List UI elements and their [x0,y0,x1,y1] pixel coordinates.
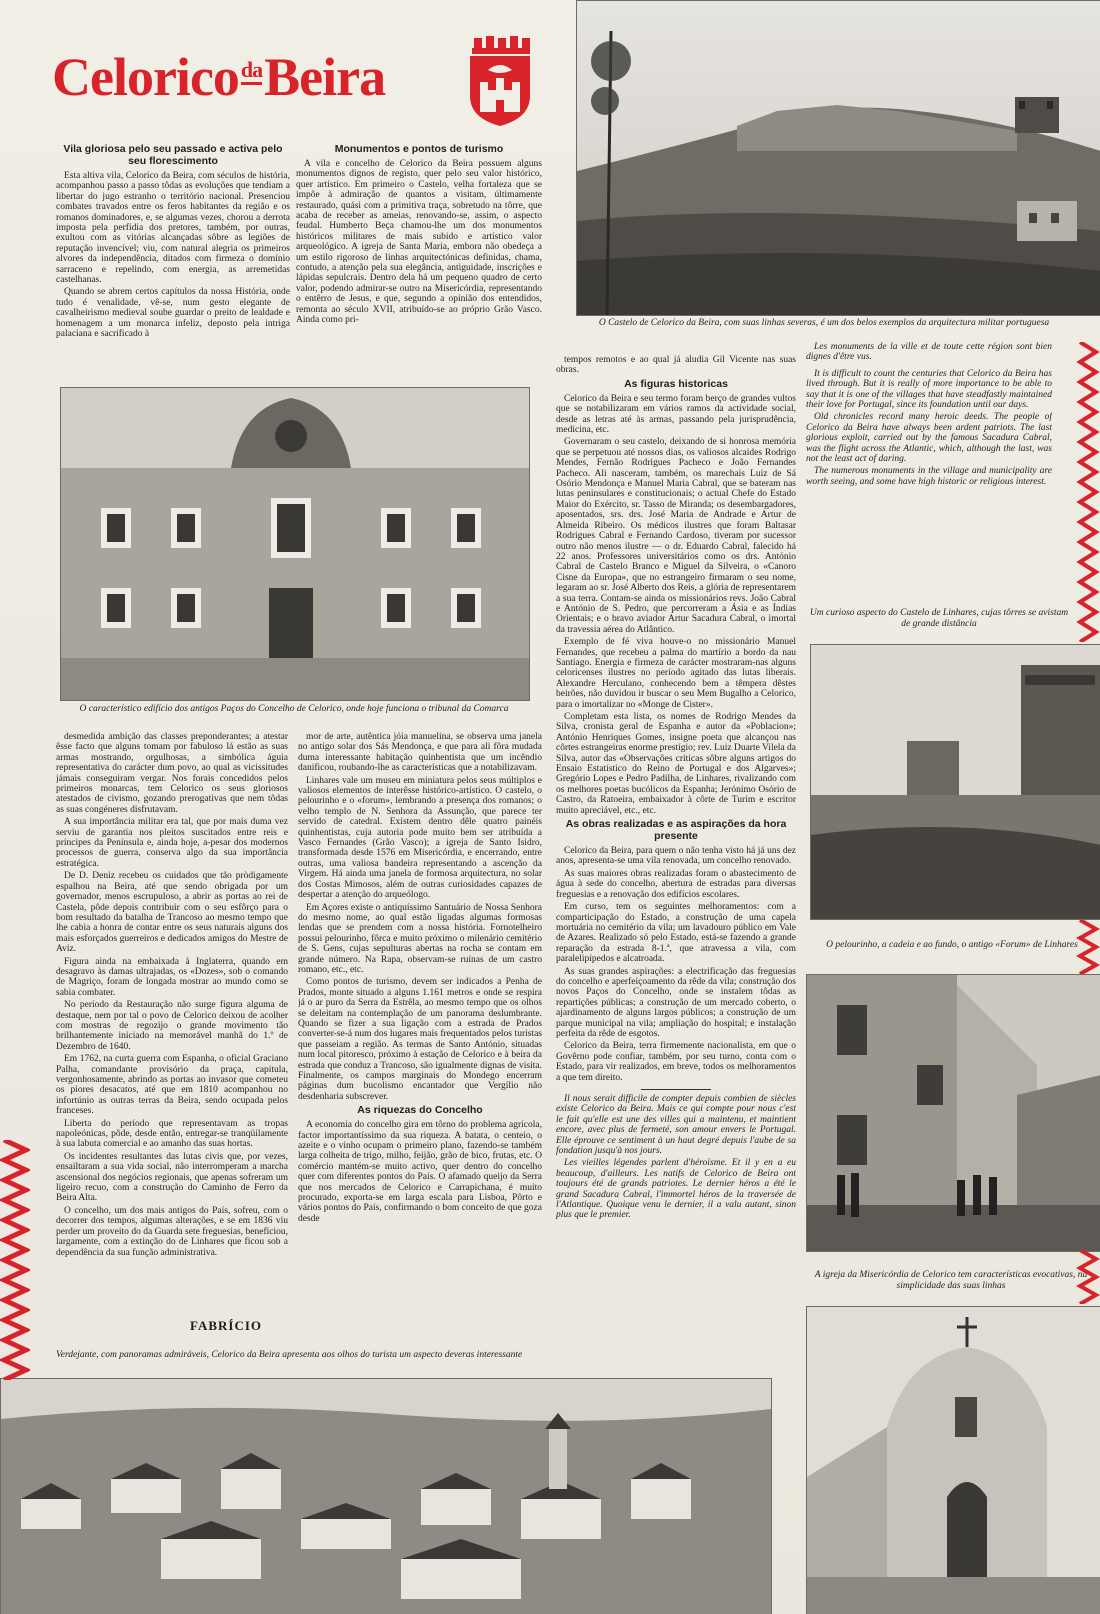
history-paragraph-7: Liberta do período que representavam as tropas napoleónicas, pôde, desde então, entregar-se tranqüilamente à sua labuta comercial e ao amanho das suas hortas. [56,1118,288,1150]
english-paragraph-3: The numerous monuments in the village and municipality are worth seeing, and some have high historic or religious interest. [806,466,1052,487]
coat-of-arms-icon [466,36,534,128]
works-heading: As obras realizadas e as aspirações da hora presente [565,818,787,843]
monuments-continued-column [298,732,542,1352]
linhares-photo [810,644,1100,920]
pacos-photo [60,387,530,701]
figures-lead: tempos remotos e ao qual já aludia Gil Vicente nas suas obras. [556,355,796,376]
works-paragraph-3: Em curso, tem os seguintes melhoramentos: com a comparticipação do Estado, a construção de uma capela mortuária no cemitério da vila; um lavadouro público em Vale de Azares. Realizado só pelo Estado, está-se fazendo a grande reparação da estrada 8-1.ª, que atravessa a vila, com paralelipípedos e alcatroada. [556,902,796,965]
monuments-paragraph-5: Como pontos de turismo, devem ser indicados a Penha de Prados, monte situado a alguns 1.161 metros e onde se respira já o ar puro da Serra da Estrêla, ao mesmo tempo que os olhos se deleitam na contemplação de um panorama deslumbrante. Quando se fizer a sua ligação com a estrada de Prados converter-se-á num dos lugares mais frequentados pelos turistas que passeiam a região. As termas de Santo António, situadas num local pitoresco, próximo à estação de Celorico e à beira da estrada que conduz a Trancoso, são igualmente dignas de visita. Finalmente, os campos marginais do Mondego encerram páginas dum bucolismo encantador que Vergílio não desdenharia subscrever. [298,977,542,1102]
history-paragraph-1: desmedida ambição das classes preponderantes; a atestar êsse facto que alguns tomam por fabuloso lá estão as suas armas mostrando, orgulhosas, a simbólica águia representativa do carácter dum povo, ao qual as vicissitudes jámais conseguiram vergar. Nos forais concedidos pelos primeiros monarcas, tem Celorico os seus gloriosos atestados de civismo, gozando prerogativas que nem tôdas as suas congéneres disfrutavam. [56,732,288,815]
french-paragraph-3: Les monuments de la ville et de toute cette région sont bien dignes d'être vus. [806,342,1052,363]
history-paragraph-8: Os incidentes resultantes das lutas civis que, por vezes, ensailtaram a sua vida social, não interromperam a marcha ascensional dos negócios regionais, que apenas sofreram um ligeiro recuo, com a construção do Caminho de Ferro da Beira Alta. [56,1151,288,1204]
castle-photo [576,0,1100,316]
monuments-paragraph-4: Em Açores existe o antiquíssimo Santuário de Nossa Senhora do mesmo nome, ao qual estão ligadas algumas formosas lendas que se prendem com a nossa história. Fornotelheiro possui pelourinho, fôrca e muito próximo o milenário cemitério de S. Gens, cujas sepulturas abertas na rocha se contam em grande número. Na Rapa, observam-se ruínas de um castro romano, etc., etc. [298,902,542,975]
masthead-title [52,46,385,108]
figures-paragraph-3: Exemplo de fé viva houve-o no missionário Manuel Fernandes, que recebeu a palma do martírio a bordo da nau Santiago. Energia e firmeza de carácter mostraram-nas alguns celoricenses ilustres no período agitado das lutas liberais. Alexandre Herculano, conhecendo bem a têmpera dêstes beirões, não duvidou ir buscar o seu Mem Bugalho a Celorico, para o imortalizar no «Monge de Cister». [556,637,796,710]
linhares-caption: Um curioso aspecto do Castelo de Linhares, cujas tôrres se avistam de grande distância [809,608,1069,629]
history-paragraph-4: Figura ainda na embaixada à Inglaterra, quando em desagravo às damas ultrajadas, os «Dozes», sob o comando de Magriço, foram de longada mostrar ao mundo como se sabia combater. [56,956,288,998]
french-paragraph-2: Les vieilles légendes parlent d'héroïsme. Et il y en a eu beaucoup, d'ailleurs. Les natifs de Celorico de Beira ont toujours été de grands patriotes. Le dernier héros a été le grand Sacadura Cabral, l'immortel héros de la traversée de l'Atlantique. Quoique venu le dernier, il a valu autant, sinon plus que le premier. [556,1158,796,1221]
works-paragraph-2: As suas maiores obras realizadas foram o abastecimento de água à sede do concelho, abertura de estradas para diversas freguesias e a renovação dos edifícios escolares. [556,868,796,900]
figures-paragraph-1: Celorico da Beira e seu termo foram berço de grandes vultos que se notabilizaram em vários ramos da actividade social, desde as letras até às armas, passando pela jurisprudência, medicina, etc. [556,393,796,436]
monuments-column [296,141,542,373]
masthead [52,36,552,128]
church-photo [806,1306,1100,1614]
misericordia-caption: A igreja da Misericórdia de Celorico tem características evocativas, na simplicidade das suas linhas [814,1270,1088,1291]
misericordia-photo [806,974,1100,1252]
section-divider [641,1089,711,1090]
riches-heading: As riquezas do Concelho [357,1104,483,1117]
zigzag-ornament-middle [1076,920,1100,974]
history-paragraph-2: A sua importância militar era tal, que por mais duma vez serviu de garantia nos pleitos suscitados entre reis e príncipes da Península e, ainda hoje, a-pesar dos modernos processos de guerra, conserva algo da sua importância estratégica. [56,817,288,869]
title-end: Beira [264,47,386,107]
figures-paragraph-4: Completam esta lista, os nomes de Rodrigo Mendes da Silva, cronista geral de Espanha e autor da «Poblacion»; António Henriques Gomes, insigne poeta que alcançou nas côrtes estrangeiras enorme prestígio; rev. Luiz Duarte Vilela da Silva, autor das «Observações críticas sôbre alguns artigos do Ensaio Estatístico do Reino de Portugal e dos Algarves»; Gregório Lopes e Pedro Padilha, de Linhares, rivalizando com os melhores poetas bucólicos da Espanha; Jerónimo Osório de Castro, da Ratoeira, embaixador à côrte de Turim e escritor muito apreciável, etc., etc. [556,712,796,816]
castle-caption: O Castelo de Celorico da Beira, com suas linhas severas, é um dos belos exemplos da arquitectura militar portuguesa [598,318,1050,328]
history-paragraph-5: No período da Restauração não surge figura alguma de destaque, nem por tal o povo de Celorico deixou de acolher com mostras de regozijo o grande movimento tão brilhantemente iniciado na memorável manhã do 1.º de Dezembro de 1640. [56,1000,288,1052]
author-signature: FABRÍCIO [190,1318,263,1333]
history-paragraph-3: De D. Deniz recebeu os cuidados que tão pròdigamente espalhou na Beira, até que sendo obrigada por um governador, menos escrupuloso, a abrir as portas ao rei de Castela, pôde depois contribuir com o seu esfôrço para o bom resultado da batalha de Trancoso ao mesmo tempo que lhe cabia a honra de contar entre os seus naturais alguns dos mais esforçados guerreiros e dedicados amigos do Mestre de Aviz. [56,871,288,955]
foreign-column [806,342,1052,592]
english-paragraph-1: It is difficult to count the centuries that Celorico da Beira has lived through. But it is really of more importance to be able to say that it is one of the villages that have steadfastly maintained their love for Portugal, since its foundation until our days. [806,368,1052,411]
title-da: da [241,57,262,85]
intro-column [56,141,290,373]
figures-paragraph-2: Governaram o seu castelo, deixando de si honrosa memória que se perpetuou até nossos dias, os valiosos alcaides Rodrigo Mendes, Fernão Rodrigues Pacheco e João Fernandes Pacheco. Ali nasceram, também, os marechais Luiz de Sá Osório Mendonça e Manuel Maria Cabral, que se bateram nas lutas peninsulares e constitucionais; o actual Chefe do Estado Maior do Exército, sr. Tasso de Miranda; os desembargadores, aposentados, srs. drs. José Maria de Andrade e Artur de Almeida Ribeiro. Os médicos ilustres que foram Baltasar Rodrigues Cabral e Fernando Cardoso, tiveram por sucessor outro não menos ilustre — o dr. Eduardo Cabral, falecido há 22 anos. Professores universitários como os drs. António Cabral de Castelo Branco e Miguel da Silveira, o «Canoro Cisne da Europa», que no estrangeiro firmaram o seu nome, legaram ao sr. José Alberto dos Reis, a glória de representarem a sua terra. Contam-se ainda os missionários revs. João Cabral e António de S. Pedro, que percorreram a Ásia e as Índias Orientais; e o bravo aviador Artur Sacadura Cabral, o imortal da travessia aérea do Atlântico. [556,437,796,635]
panorama-caption: Verdejante, com panoramas admiráveis, Celorico da Beira apresenta aos olhos do turista um aspecto deveras interessante [56,1350,523,1360]
monuments-paragraph-3: Linhares vale um museu em miniatura pelos seus múltiplos e valiosos elementos de interêsse histórico-artístico. O castelo, o pelourinho e o «forum», lembrando a presença dos romanos; o velho templo de N. Senhora da Assunção, que parece ter servido de catedral. Existem dentro dêle quatro painéis quinhentistas, cuja autoria pode muito bem ser atribuída a Vasco Fernandes (Grão Vasco); a igreja de Santo Isidro, transformada desde 1576 em Misericórdia, e encerrando, entre outras, uma valiosa bandeira representando a ascenção da Virgem. Há ainda uma janela de formosa arquitectura, no solar dos Costas Mimosos, além de outras curiosidades capazes de despertar a atenção do arqueólogo. [298,775,542,901]
intro-heading: Vila gloriosa pelo seu passado e activa pelo seu florescimento [63,143,283,167]
history-column [56,732,288,1304]
monuments-paragraph-2: mor de arte, autêntica jóia manuelina, se observa uma janela no antigo solar dos Sás Mendonça, e que para ali fôra mudada duma interessante habitação quinhentista que um incêndio danificou, roubando-lhe as características que a notabilizavam. [298,732,542,774]
works-paragraph-5: Celorico da Beira, terra firmemente nacionalista, em que o Govêrno pode confiar, também, por seu turno, conta com o Estado, para vir realizados, em breve, todos os melhoramentos a que tem direito. [556,1041,796,1083]
pacos-caption: O característico edifício dos antigos Paços do Concelho de Celorico, onde hoje funciona o tribunal da Comarca [79,704,509,714]
intro-paragraph-2: Quando se abrem certos capítulos da nossa História, onde tudo é venalidade, vê-se, num gesto elegante de cavalheirismo medieval soube guardar o preito de lealdade e homenagem a um monarca infeliz, deposto pela intriga palaciana e sacrificado à [56,287,290,340]
works-paragraph-4: As suas grandes aspirações: a electrificação das freguesias do concelho e aperfeiçoamento da rêde da vila; construção dos novos Paços do Concelho, onde se instalem tôdas as repartições públicas; a construção de um mercado coberto, o ajardinamento de alguns largos públicos; a construção de um parque municipal na vila; ampliação do hospital; e instalação perfeita da rêde de esgotos. [556,966,796,1039]
title-main: Celorico [52,47,239,107]
figures-column [556,355,796,1355]
monuments-paragraph-1: A vila e concelho de Celorico da Beira possuem alguns monumentos dignos de registo, quer pelo seu valor histórico, quer artístico. Em primeiro o Castelo, velha fortaleza que se impõe à admiração de quantos a visitam, últimamente restaurado, quási com a primitiva traça, sobretudo na tôrre, que acaba de receber as ameias, renovando-se, assim, o aspecto feudal. Humberto Beça chamou-lhe um dos monumentos históricos militares de mais subido e artístico valor arqueológico. A igreja de Santa Maria, embora não obedeça a um estilo rigoroso de linhas arquitectónicas definidas, chama, contudo, a atenção pela sua elegância, antiguidade, inscrições e lápidas sepulcrais. Dentro dela há um pequeno quadro de certo valor, podendo admirar-se outro na Misericórdia, representando o entêrro de Jesus, e que, segundo a opinião dos entendidos, remonta ao século XVII, atribuído-se ao próprio Grão Vasco. Ainda como pri- [296,159,542,326]
works-paragraph-1: Celorico da Beira, para quem o não tenha visto há já uns dez anos, apresenta-se uma vila renovada, um concelho renovado. [556,846,796,867]
panorama-photo [0,1378,772,1614]
history-paragraph-9: O concelho, um dos mais antigos do País, sofreu, com o decorrer dos tempos, algumas alterações, e se em 1836 viu perder um proveito do da Guarda sete freguesias, beneficiou, largamente, com a extinção do de Linhares que ficou sob a dependência da sua função administrativa. [56,1205,288,1258]
intro-paragraph-1: Esta altiva vila, Celorico da Beira, com séculos de história, acompanhou passo a passo tôdas as evoluções que tendiam a libertar do jugo estranho o território nacional. Presenciou combates travados entre os feros habitantes da região e os romanos dominadores, e, se algumas vezes, chorou a derrota imposta pela perfídia dos pretores, também, por outras, exultou com as vitórias alcançadas sôbre as legiões de reputação invencível; viu, com natural alegria os primeiros alvores da independência, ditados com firmeza o domínio sarraceno e repelindo, com energia, as arremetidas castelhanas. [56,171,290,286]
english-paragraph-2: Old chronicles record many heroic deeds. The people of Celorico da Beira have always been ardent patriots. The last glorious exploit, carried out by the famous Sacadura Cabral, was the flight across the Atlantic, which, although the last, was not the least act of daring. [806,412,1052,465]
figures-heading: As figuras historicas [624,377,728,390]
monuments-heading: Monumentos e pontos de turismo [334,143,504,155]
history-paragraph-6: Em 1762, na curta guerra com Espanha, o oficial Graciano Palha, comandante provisório da praça, capitula, vergonhosamente, abrindo as portas ao invasor que cometeu os piores desacatos, até que em 1810 acompanhou no infortúnio as outras terras da Beira, sendo ocupada pelos franceses. [56,1054,288,1117]
zigzag-ornament-left [0,1140,30,1380]
pelourinho-caption: O pelourinho, a cadeia e ao fundo, o antigo «Forum» de Linhares [826,940,1078,950]
zigzag-ornament-lower [1076,1250,1100,1304]
zigzag-ornament-upper [1076,342,1100,642]
riches-paragraph: A economia do concelho gira em tôrno do problema agrícola, factor importantíssimo da sua riqueza. A batata, o centeio, o azeite e o vinho ocupam o primeiro plano, fazendo-se também larga colheita de trigo, milho, feijão, grão de bico, frutas, etc. O comércio mantém-se muito activo, quer dentro do concelho quer com diferentes pontos do País. O afamado queijo da Serra que nos mercados de Celorico e Carrapichana, é muito procurado, exporta-se em larga escala para Lisboa, Pôrto e vários pontos do País, confirmando o bom conceito de que goza desde [298,1120,542,1224]
french-paragraph-1: Il nous serait difficile de compter depuis combien de siècles existe Celorico da Beira. Mais ce qui compte pour nous c'est le fait qu'elle est une des villes qui a maintenu, et maintient encore, avec plus de fermeté, son amour envers le Portugal. Elle éprouve ce sentiment à un haut degré depuis l'aube de sa fondation jusqu'à nos jours. [556,1094,796,1157]
